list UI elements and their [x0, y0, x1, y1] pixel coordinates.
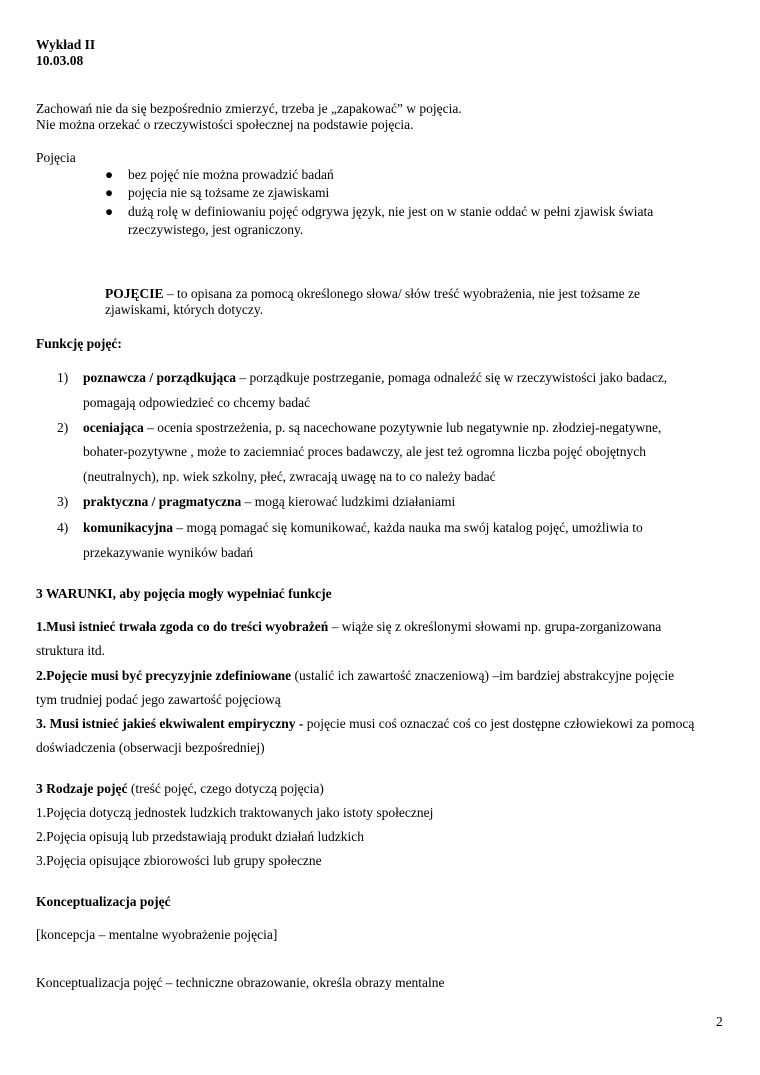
- warunek-line: 1.Musi istnieć trwała zgoda co do treści wyobrażeń – wiąże się z określonymi słowami np. grupa-zorganizowana: [36, 619, 662, 634]
- rodzaje-heading: 3 Rodzaje pojęć (treść pojęć, czego dotyczą pojęcia): [36, 781, 324, 796]
- warunek-continuation: doświadczenia (obserwacji bezpośredniej): [36, 740, 265, 755]
- list-item-continuation: bohater-pozytywne , może to zaciemniać proces badawczy, ale jest też ogromna liczba pojęć obojętnych: [83, 444, 646, 459]
- rodzaj-item: 1.Pojęcia dotyczą jednostek ludzkich traktowanych jako istoty społecznej: [36, 805, 434, 820]
- koncepcja-note: [koncepcja – mentalne wyobrażenie pojęcia]: [36, 927, 278, 942]
- list-item-continuation: pomagają odpowiedzieć co chcemy badać: [83, 395, 311, 410]
- bullet-icon: ●: [105, 185, 114, 200]
- intro-line-1: Zachowań nie da się bezpośrednio zmierzyć, trzeba je „zapakować” w pojęcia.: [36, 101, 462, 116]
- warunek-line: 3. Musi istnieć jakieś ekwiwalent empiryczny - pojęcie musi coś oznaczać coś co jest dostępne człowiekowi za pomocą: [36, 716, 695, 731]
- list-number: 1): [57, 370, 69, 385]
- list-item-continuation: przekazywanie wyników badań: [83, 545, 254, 560]
- konceptualizacja-heading: Konceptualizacja pojęć: [36, 894, 171, 909]
- list-item: poznawcza / porządkująca – porządkuje postrzeganie, pomaga odnaleźć się w rzeczywistości jako badacz,: [83, 370, 668, 385]
- list-number: 3): [57, 494, 69, 509]
- lecture-date: 10.03.08: [36, 53, 84, 68]
- definition-line-1: POJĘCIE – to opisana za pomocą określonego słowa/ słów treść wyobrażenia, nie jest tożsame ze: [105, 286, 640, 301]
- funkcje-heading: Funkcję pojęć:: [36, 336, 122, 351]
- warunek-line: 2.Pojęcie musi być precyzyjnie zdefiniowane (ustalić ich zawartość znaczeniową) –im bardziej abstrakcyjne pojęcie: [36, 668, 675, 683]
- intro-line-2: Nie można orzekać o rzeczywistości społecznej na podstawie pojęcia.: [36, 117, 414, 132]
- warunek-continuation: tym trudniej podać jego zawartość pojęciową: [36, 692, 281, 707]
- bullet-icon: ●: [105, 167, 114, 182]
- page-number: 2: [716, 1014, 723, 1029]
- konceptualizacja-text: Konceptualizacja pojęć – techniczne obrazowanie, określa obrazy mentalne: [36, 975, 445, 990]
- list-item: praktyczna / pragmatyczna – mogą kierować ludzkimi działaniami: [83, 494, 456, 509]
- list-number: 2): [57, 420, 69, 435]
- rodzaj-item: 2.Pojęcia opisują lub przedstawiają produkt działań ludzkich: [36, 829, 365, 844]
- list-item-continuation: (neutralnych), np. wiek szkolny, płeć, zwracają uwagę na to co należy badać: [83, 469, 496, 484]
- definition-line-2: zjawiskami, których dotyczy.: [105, 302, 264, 317]
- list-item: komunikacyjna – mogą pomagać się komunikować, każda nauka ma swój katalog pojęć, umożliwia to: [83, 520, 643, 535]
- bullet-continuation: rzeczywistego, jest ograniczony.: [128, 222, 304, 237]
- bullet-icon: ●: [105, 204, 114, 219]
- pojecia-heading: Pojęcia: [36, 150, 76, 165]
- warunki-heading: 3 WARUNKI, aby pojęcia mogły wypełniać funkcje: [36, 586, 332, 601]
- list-item: oceniająca – ocenia spostrzeżenia, p. są nacechowane pozytywnie lub negatywnie np. złodziej-negatywne,: [83, 420, 662, 435]
- lecture-title: Wykład II: [36, 37, 96, 52]
- rodzaj-item: 3.Pojęcia opisujące zbiorowości lub grupy społeczne: [36, 853, 322, 868]
- warunek-continuation: struktura itd.: [36, 643, 105, 658]
- list-number: 4): [57, 520, 69, 535]
